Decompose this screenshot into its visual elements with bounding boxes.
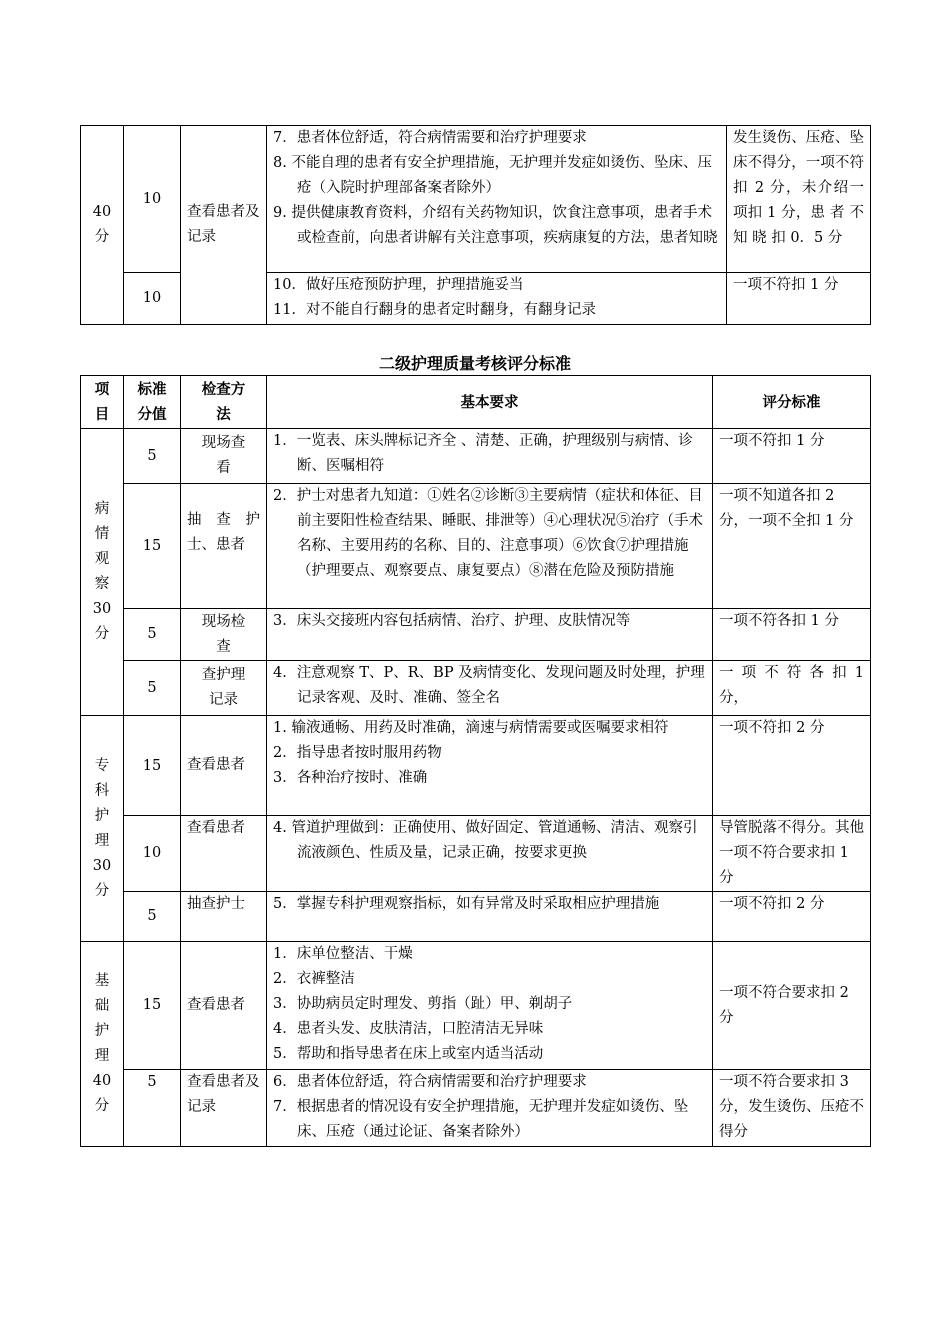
score-cell: 5 [124,892,181,942]
header-criteria: 评分标准 [713,376,871,429]
table-row [81,126,871,273]
score-cell: 10 [124,126,181,273]
criteria-cell: 一项不符扣 1 分 [713,429,871,484]
table-header-row [81,376,871,429]
header-method: 检查方法 [181,376,267,429]
requirements-cell: 1．床单位整洁、干燥 2．衣裤整洁 3．协助病员定时理发、剪指（趾）甲、剃胡子 4．患者头发、皮肤清洁，口腔清洁无异味 5．帮助和指导患者在床上或室内适当活动 [267,942,713,1070]
requirements-cell: 4．注意观察 T、P、R、BP 及病情变化、发现问题及时处理，护理记录客观、及时、准确、签全名 [267,661,713,716]
requirements-cell: 2．护士对患者九知道：①姓名②诊断③主要病情（症状和体征、目前主要阳性检查结果、睡眠、排泄等）④心理状况⑤治疗（手术名称、主要用药的名称、目的、注意事项）⑥饮食⑦护理措施（护理要点、观察要点、康复要点）⑧潜在危险及预防措施 [267,484,713,609]
item-label: 40 分 [92,204,112,245]
requirements-cell [267,273,727,325]
scoring-table [80,375,871,1147]
table-title: 二级护理质量考核评分标准 [378,354,571,373]
criteria-cell: 导管脱落不得分。其他一项不符合要求扣 1 分 [713,816,871,892]
method-cell: 抽 查 护士、患者 [181,484,267,609]
table-row [81,716,871,816]
table-row [81,609,871,661]
table-row [81,429,871,484]
score-cell: 5 [124,429,181,484]
method-cell: 查看患者及记录 [181,126,267,325]
method-cell: 现场查看 [181,429,267,484]
requirement-line: 8. 不能自理的患者有安全护理措施，无护理并发症如烫伤、坠床、压疮（入院时护理部备案者除外） [273,155,712,196]
score-cell: 15 [124,716,181,816]
table-row [81,942,871,1070]
table-row [81,816,871,892]
table-row [81,484,871,609]
requirements-cell: 6．患者体位舒适，符合病情需要和治疗护理要求 7．根据患者的情况设有安全护理措施，无护理并发症如烫伤、坠床、压疮（通过论证、备案者除外） [267,1070,713,1147]
requirements-cell: 1. 输液通畅、用药及时准确，滴速与病情需要或医嘱要求相符 2．指导患者按时服用药物 3．各种治疗按时、准确 [267,716,713,816]
method-cell: 现场检查 [181,609,267,661]
table-row [81,1070,871,1147]
requirements-cell: 1．一览表、床头牌标记齐全 、清楚、正确，护理级别与病情、诊断、医嘱相符 [267,429,713,484]
criteria-cell: 一项不符扣 2 分 [713,892,871,942]
score-cell: 5 [124,661,181,716]
method-cell: 查护理记录 [181,661,267,716]
group-item-cell: 病 情 观 察 30 分 [81,429,124,716]
header-score: 标准分值 [124,376,181,429]
criteria-cell: 一项不符各扣 1 分 [713,609,871,661]
criteria-cell: 一项不符扣 1 分 [727,273,871,325]
header-item: 项目 [81,376,124,429]
criteria-cell: 一项不符合要求扣 3 分，发生烫伤、压疮不得分 [713,1070,871,1147]
method-cell: 查看患者 [181,942,267,1070]
method-cell: 抽查护士 [181,892,267,942]
criteria-cell: 一项不符合要求扣 2 分 [713,942,871,1070]
requirement-line: 9. 提供健康教育资料，介绍有关药物知识，饮食注意事项，患者手术或检查前，向患者讲解有关注意事项，疾病康复的方法，患者知晓 [273,205,718,246]
score-cell: 5 [124,1070,181,1147]
group-item-cell: 基 础 护 理 40 分 [81,942,124,1147]
criteria-cell: 一项不符扣 2 分 [713,716,871,816]
criteria-cell: 发生烫伤、压疮、坠床不得分，一项不符扣 2 分，未介绍一项扣 1 分，患 者 不 知 晓 扣 0．5 分 [727,126,871,273]
group-item-cell: 专 科 护 理 30 分 [81,716,124,942]
requirements-cell [267,126,727,273]
score-cell: 15 [124,484,181,609]
item-cell [81,126,124,325]
score-cell: 10 [124,273,181,325]
method-cell: 查看患者及记录 [181,1070,267,1147]
method-cell: 查看患者 [181,716,267,816]
score-cell: 10 [124,816,181,892]
requirements-cell: 3．床头交接班内容包括病情、治疗、护理、皮肤情况等 [267,609,713,661]
criteria-cell: 一 项 不 符 各 扣 1 分， [713,661,871,716]
table-row [81,892,871,942]
requirement-line: 7．患者体位舒适，符合病情需要和治疗护理要求 [273,130,587,146]
requirements-cell: 4. 管道护理做到：正确使用、做好固定、管道通畅、清洁、观察引流液颜色、性质及量，记录正确，按要求更换 [267,816,713,892]
header-requirements: 基本要求 [267,376,713,429]
table-row [81,661,871,716]
requirement-line: 11．对不能自行翻身的患者定时翻身，有翻身记录 [273,302,596,318]
table-continuation [80,125,871,325]
score-cell: 5 [124,609,181,661]
requirements-cell: 5．掌握专科护理观察指标，如有异常及时采取相应护理措施 [267,892,713,942]
method-cell: 查看患者 [181,816,267,892]
requirement-line: 10．做好压疮预防护理，护理措施妥当 [273,277,524,293]
score-cell: 15 [124,942,181,1070]
criteria-cell: 一项不知道各扣 2 分，一项不全扣 1 分 [713,484,871,609]
